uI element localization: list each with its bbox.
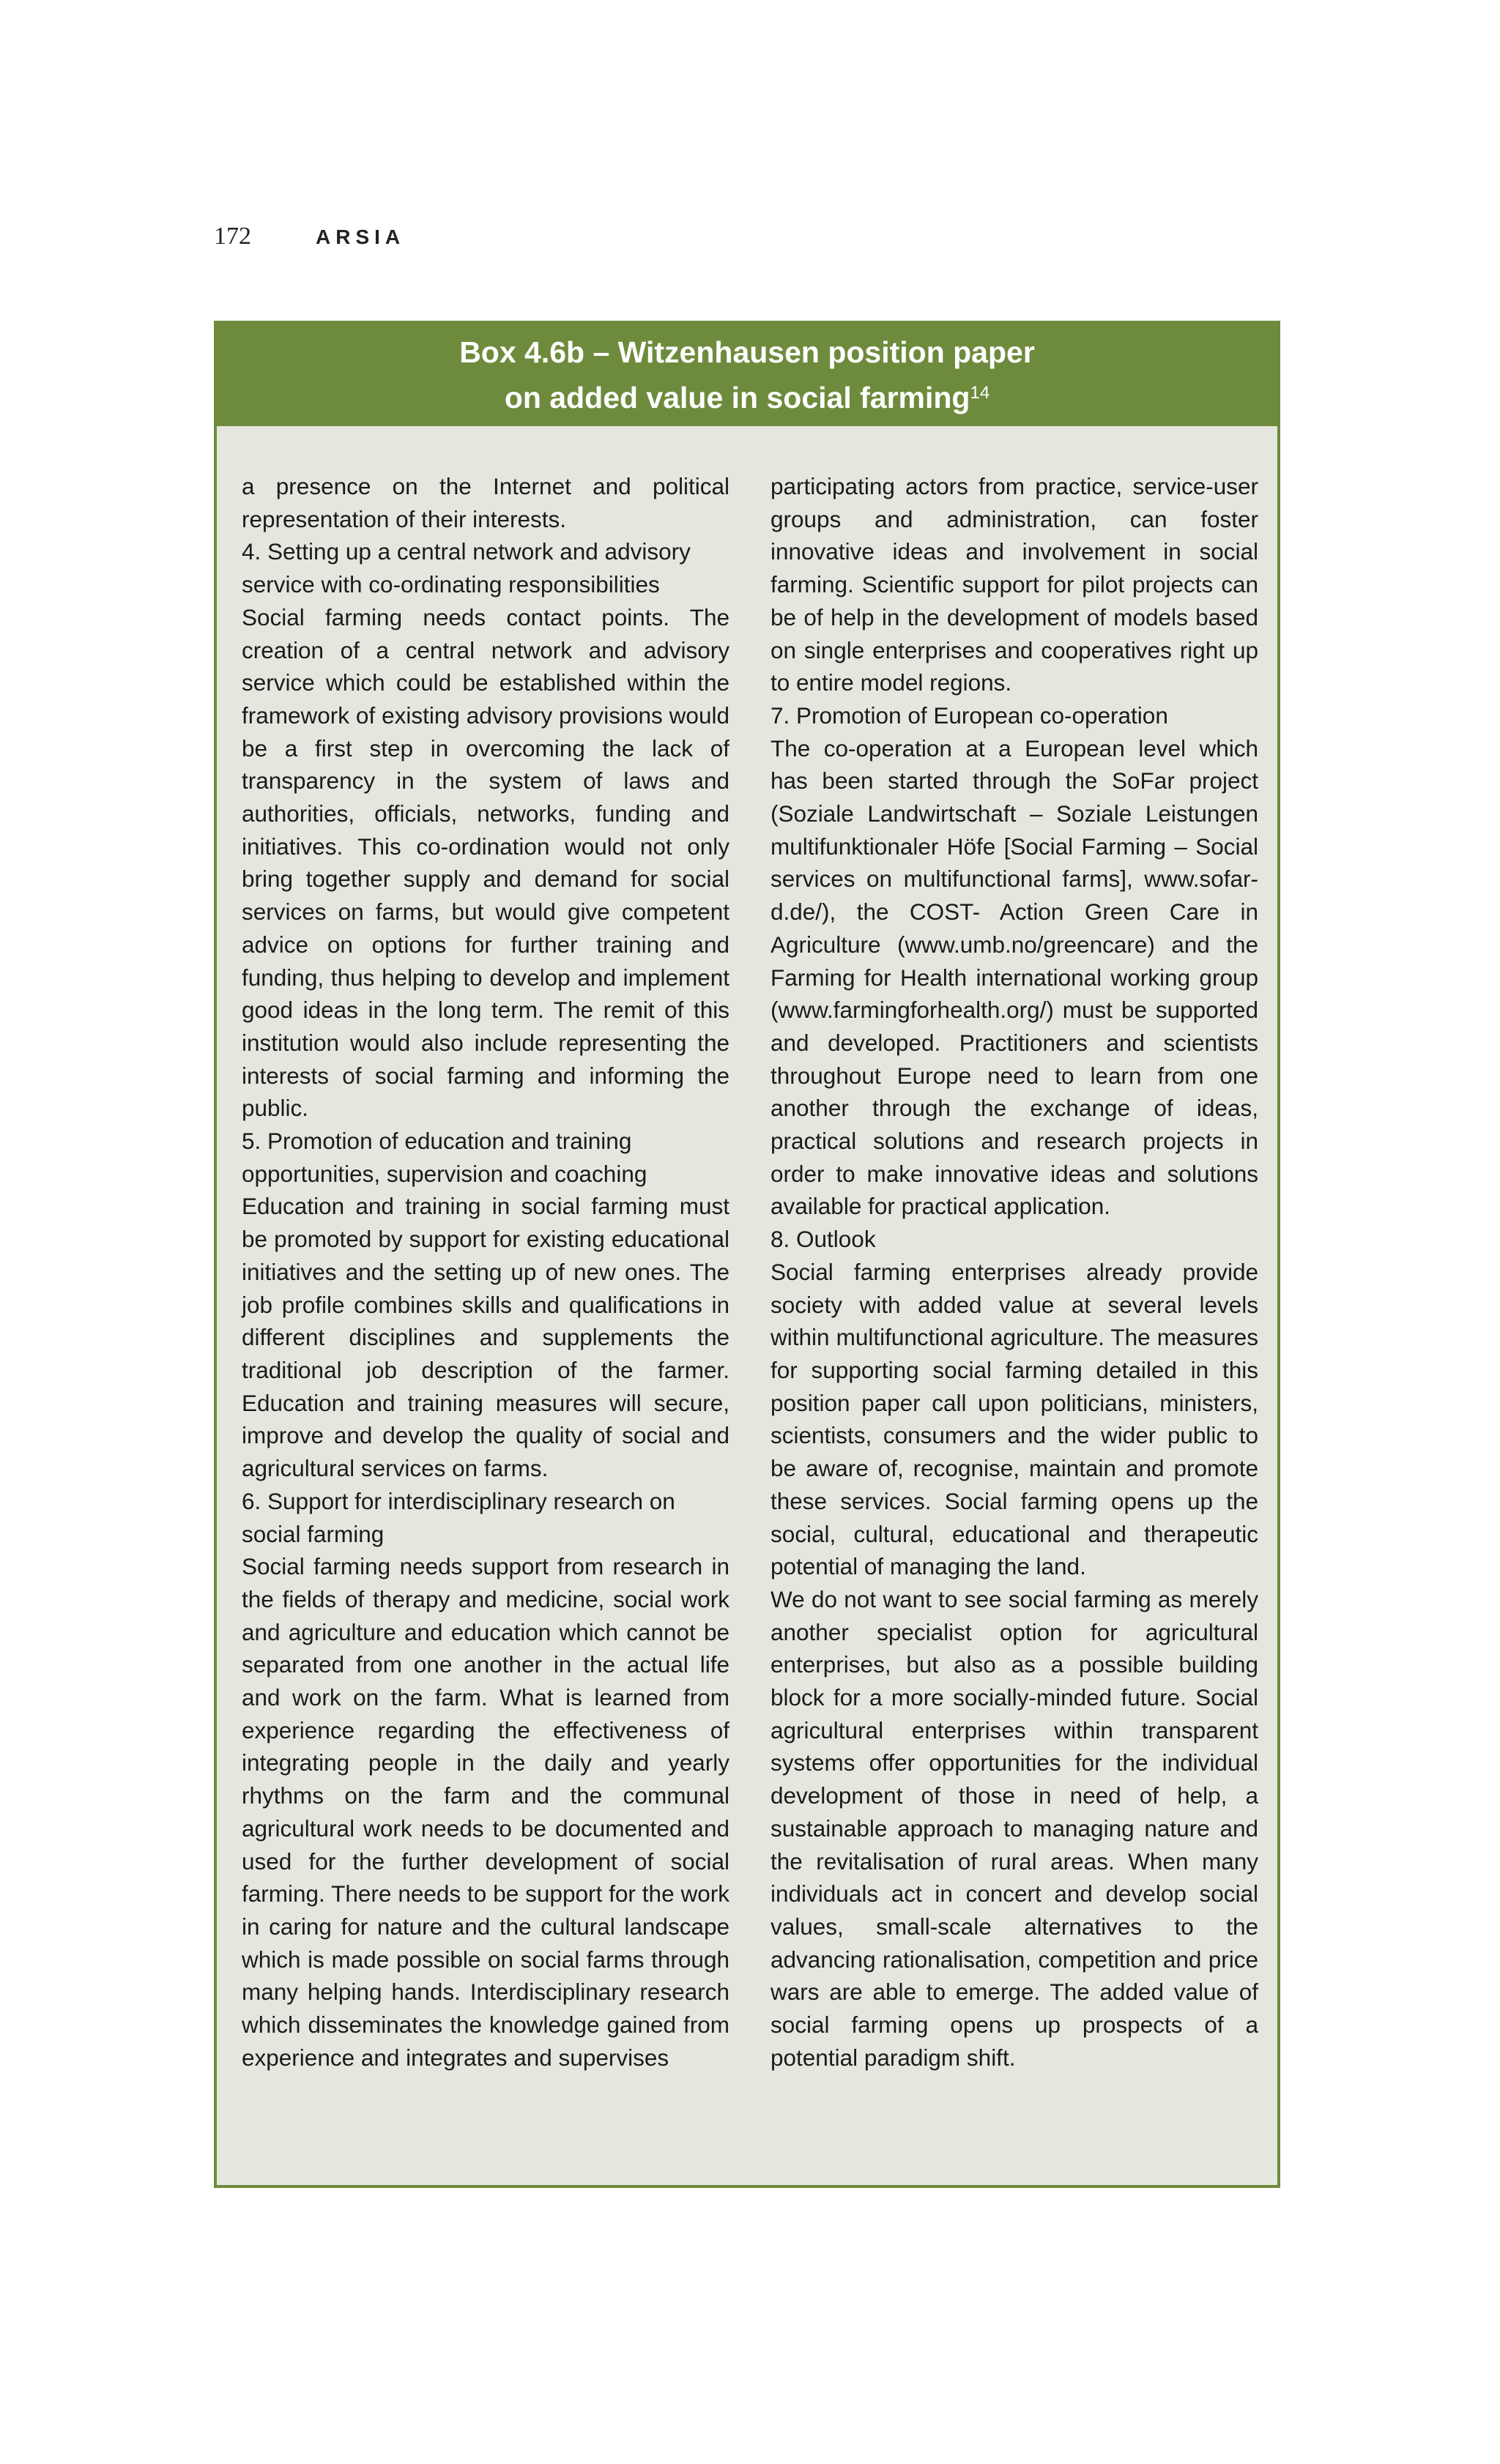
paragraph: a presence on the Internet and political representation of their interests. — [242, 473, 729, 532]
paragraph: participating actors from practice, service-user groups and administration, can foster innovative ideas and involvement in social farming. Scientific support for pilot projects can be of help in the development of models based on single enterprises and cooperatives right up to entire model regions. — [771, 473, 1258, 696]
publication-title: ARSIA — [316, 226, 406, 248]
box-title-line-2 — [505, 375, 990, 420]
box-title-line-1: Box 4.6b – Witzenhausen position paper — [459, 335, 1035, 369]
paragraph: We do not want to see social farming as merely another specialist option for agricultural enterprises, but also as a possible building block for a more socially-minded future. Social agricultural enterprises within transparent systems offer opportunities for the individual development of those in need of help, a sustainable approach to managing nature and the revitalisation of rural areas. When many individuals act in concert and develop social values, small-scale alternatives to the advancing rationalisation, competition and price wars are able to emerge. The added value of social farming opens up prospects of a potential paradigm shift. — [771, 1585, 1258, 2071]
section-heading: 5. Promotion of education and training opportunities, supervision and coaching — [242, 1128, 647, 1187]
left-column — [242, 470, 729, 2074]
paragraph: The co-operation at a European level which has been started through the SoFar project (Soziale Landwirtschaft – Soziale Leistungen multifunktionaler Höfe [Social Farming – Social services on multifunctional farms], www.sofar-d.de/), the COST- Action Green Care in Agriculture (www.umb.no/greencare) and the Farming for Health international working group (www.farmingforhealth.org/) must be supported and developed. Practitioners and scientists throughout Europe need to learn from one another through the exchange of ideas, practical solutions and research projects in order to make innovative ideas and solutions available for practical application. — [771, 734, 1258, 1220]
box-header — [217, 324, 1277, 426]
paragraph: Social farming needs support from research in the fields of therapy and medicine, social work and agriculture and education which cannot be separated from one another in the actual life and work on the farm. What is learned from experience regarding the effectiveness of integrating people in the daily and yearly rhythms on the farm and the communal agricultural work needs to be documented and used for the further development of social farming. There needs to be support for the work in caring for nature and the cultural landscape which is made possible on social farms through many helping hands. Interdisciplinary research which disseminates the knowledge gained from experience and integrates and supervises — [242, 1553, 729, 2071]
paragraph: Social farming enterprises already provide society with added value at several levels within multifunctional agriculture. The measures for supporting social farming detailed in this position paper call upon politicians, ministers, scientists, consumers and the wider public to be aware of, recognise, maintain and promote these services. Social farming opens up the social, cultural, educational and therapeutic potential of managing the land. — [771, 1258, 1258, 1580]
section-heading: 7. Promotion of European co-operation — [771, 701, 1168, 729]
running-header — [214, 223, 405, 250]
paragraph: Social farming needs contact points. The creation of a central network and advisory service which could be established within the framework of existing advisory provisions would be a first step in overcoming the lack of transparency in the system of laws and authorities, officials, networks, funding and initiatives. This co-ordination would not only bring together supply and demand for social services on farms, but would give competent advice on options for further training and funding, thus helping to develop and implement good ideas in the long term. The remit of this institution would also include representing the interests of social farming and informing the public. — [242, 603, 729, 1122]
right-column — [771, 470, 1258, 2074]
box-title-line-2-text: on added value in social farming — [504, 381, 970, 414]
page-number: 172 — [214, 223, 251, 250]
paragraph: Education and training in social farming must be promoted by support for existing educational initiatives and the setting up of new ones. The job profile combines skills and qualifications in different disciplines and supplements the traditional job description of the farmer. Education and training measures will secure, improve and develop the quality of social and agricultural services on farms. — [242, 1193, 729, 1482]
section-heading: 6. Support for interdisciplinary research on social farming — [242, 1487, 675, 1547]
section-heading: 8. Outlook — [771, 1226, 876, 1253]
section-heading: 4. Setting up a central network and advisory service with co-ordinating responsibilities — [242, 538, 691, 598]
box-columns — [242, 470, 1258, 2074]
text-box — [214, 321, 1280, 2188]
footnote-marker: 14 — [970, 383, 990, 403]
